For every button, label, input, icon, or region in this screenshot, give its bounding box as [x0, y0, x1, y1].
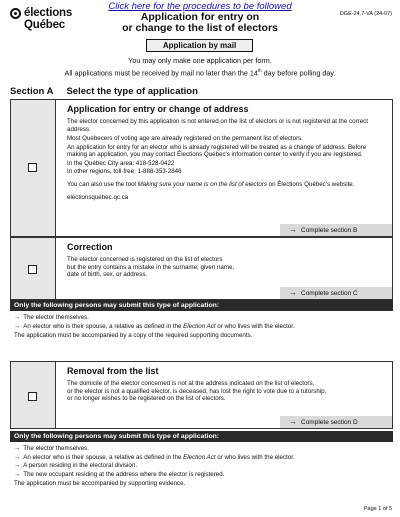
list-item-text-start: An elector who is their spouse, a relative as defined in the	[23, 322, 184, 330]
form-title-line-1: Application for entry on	[140, 11, 260, 23]
list-item	[14, 314, 392, 323]
correction-option-block	[10, 237, 393, 300]
entry-website: electionsquebec.qc.ca	[67, 193, 129, 201]
submission-notes	[0, 56, 400, 77]
complete-section-b-text: Complete section B	[301, 227, 358, 234]
entry-text-2: Most Quebecers of voting age are already registered on the permanent list of electors.	[67, 134, 303, 142]
correction-content	[67, 242, 386, 279]
eligible-persons-bar-1: Only the following persons may submit this type of application:	[10, 300, 393, 311]
form-code: DGE-24.7-VA (24-07)	[339, 11, 392, 17]
list-item	[14, 445, 392, 454]
eligible-persons-list-2	[14, 445, 392, 488]
form-title	[80, 12, 320, 34]
list-2-note: The application must be accompanied by supporting evidence.	[14, 479, 186, 487]
removal-checkbox[interactable]	[28, 392, 37, 401]
list-item	[14, 454, 392, 463]
removal-text-2: or the elector is not a qualified elector, is deceased, has lost the right to vote due to a tutorship,	[67, 387, 327, 395]
complete-section-c-label	[280, 287, 392, 299]
removal-text-3: or no longer wishes to be registered on the list of electors.	[67, 395, 226, 402]
removal-heading: Removal from the list	[67, 366, 159, 376]
entry-tool-start: You can also use the tool	[67, 180, 138, 188]
form-title-line-2: or change to the list of electors	[122, 22, 278, 34]
correction-text-1: The elector concerned is registered on the list of electors	[67, 256, 223, 263]
eligible-persons-list-1	[14, 314, 392, 340]
entry-phone-quebec: In the Québec City area: 418-528-0422	[67, 160, 175, 167]
deadline-note	[0, 66, 400, 78]
section-label: Section A	[10, 86, 54, 97]
list-item-text: The elector themselves.	[23, 445, 89, 452]
entry-tool-end: on Élections Québec's website.	[266, 180, 355, 188]
section-title: Select the type of application	[66, 86, 198, 97]
complete-section-c-text: Complete section C	[301, 290, 358, 297]
arrow-right-icon: →	[14, 314, 21, 321]
entry-tool-name: Making sure your name is on the list of electors	[137, 180, 267, 188]
complete-section-b-label	[280, 224, 392, 236]
logo-line-2: Québec	[24, 19, 65, 31]
removal-text-1: The domicile of the elector concerned is not at the address indicated on the list of electors,	[67, 380, 315, 387]
removal-checkbox-column	[11, 362, 56, 428]
eligible-persons-bar-2: Only the following persons may submit this type of application:	[10, 431, 393, 442]
arrow-right-icon: →	[14, 462, 21, 469]
entry-text-3: An application for entry for an elector who is already registered will be treated as a change of address. Before making an application, you may contact Élections Québec's information center to verify if you are registered.	[67, 143, 367, 158]
correction-checkbox-column	[11, 238, 56, 299]
list-item-text: A person residing in the electoral division.	[23, 462, 138, 469]
list-item-text: The new occupant residing at the address where the elector is registered.	[23, 470, 225, 478]
procedures-link[interactable]: Click here for the procedures to be followed	[108, 1, 292, 12]
logo-line-1: élections	[24, 7, 73, 19]
entry-checkbox-column	[11, 100, 56, 236]
list-item	[14, 323, 392, 332]
logo-mark-icon	[10, 8, 21, 19]
arrow-right-icon: →	[14, 453, 21, 461]
removal-content	[67, 366, 386, 403]
elections-quebec-logo	[10, 7, 80, 35]
arrow-right-icon: →	[14, 322, 21, 330]
correction-text-2: but the entry contains a mistake in the surname, given name,	[67, 263, 235, 271]
list-1-note: The application must be accompanied by a copy of the required supporting documents.	[14, 331, 253, 339]
arrow-right-icon: →	[14, 445, 21, 452]
list-item	[14, 471, 392, 480]
list-item-act: Election Act	[183, 322, 216, 330]
page-number: Page 1 of 5	[363, 506, 392, 512]
entry-heading: Application for entry or change of address	[67, 104, 249, 114]
complete-section-d-label	[280, 416, 392, 428]
deadline-note-sup: th	[257, 67, 262, 73]
correction-text-3: date of birth, sex, or address.	[67, 271, 148, 278]
list-item-text-end: or who lives with the elector.	[215, 322, 295, 330]
deadline-note-end: day before polling day.	[261, 67, 336, 77]
arrow-right-icon: →	[289, 288, 297, 297]
entry-checkbox[interactable]	[28, 163, 37, 172]
list-item-text: The elector themselves.	[23, 314, 89, 321]
application-by-mail-label: Application by mail	[146, 39, 253, 52]
arrow-right-icon: →	[289, 225, 297, 234]
list-item	[14, 462, 392, 471]
entry-phone-other: In other regions, toll-free: 1-888-353-2846	[67, 167, 182, 175]
entry-option-block	[10, 99, 393, 237]
list-item-act: Election Act	[183, 453, 216, 461]
correction-heading: Correction	[67, 242, 113, 252]
section-a-heading	[10, 86, 198, 97]
entry-tool-text	[67, 181, 386, 189]
list-item-text-end: or who lives with the elector.	[215, 453, 295, 461]
arrow-right-icon: →	[14, 470, 21, 478]
one-application-note: You may only make one application per form.	[128, 56, 272, 65]
entry-text-1: The elector concerned by this application is not entered on the list of electors or is not registered at the correct address.	[67, 118, 368, 133]
entry-content	[67, 104, 386, 201]
removal-option-block	[10, 361, 393, 429]
correction-checkbox[interactable]	[28, 265, 37, 274]
arrow-right-icon: →	[289, 417, 297, 426]
list-item-text-start: An elector who is their spouse, a relative as defined in the	[23, 453, 184, 461]
deadline-note-start: All applications must be received by mail no later than the 14	[64, 67, 258, 77]
complete-section-d-text: Complete section D	[301, 419, 358, 426]
